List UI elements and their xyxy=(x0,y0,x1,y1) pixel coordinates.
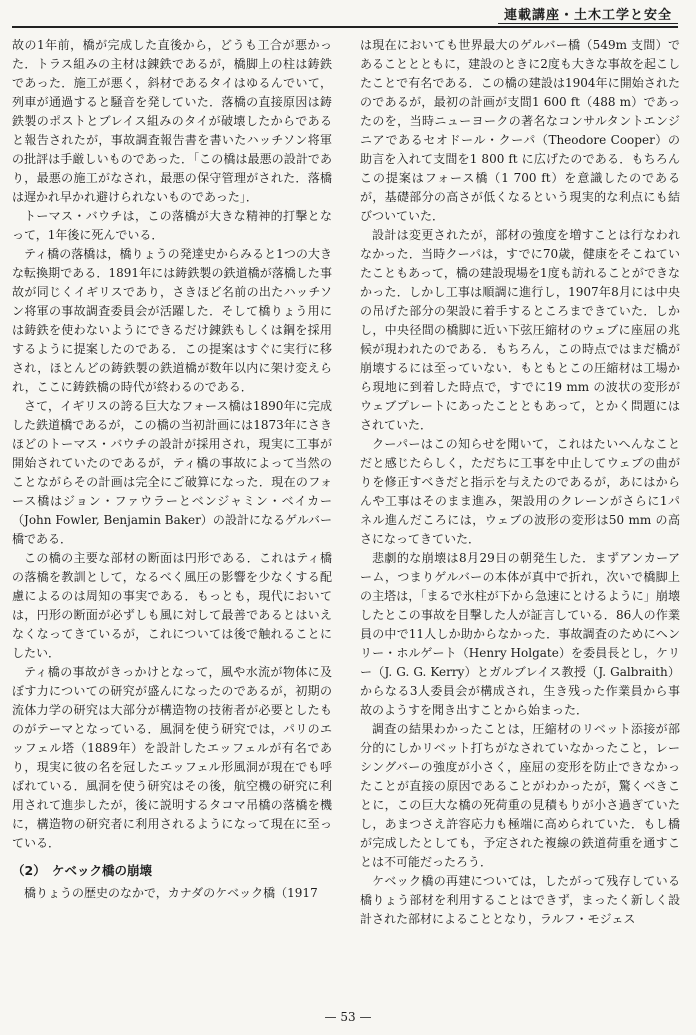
section-heading: （2） ケベック橋の崩壊 xyxy=(12,863,152,878)
paragraph: ティ橋の事故がきっかけとなって，風や水流が物体に及ぼす力についての研究が盛んになったのであるが，初期の流体力学の研究は大部分が構造物の技術者が必要としたものがテーマとなっている．風洞を使う研究では，パリのエッフェル塔（1889年）を設計したエッフェルが有名であり，現実に彼の名を冠したエッフェル形風洞が現在でも呼ばれている．風洞を使う研究はその後，航空機の研究に利用されて進歩したが，後に説明するタコマ吊橋の落橋を機に，構造物の研究者に利用されるようになって現在に至っている． xyxy=(12,665,332,850)
header-rule xyxy=(12,26,678,28)
paragraph: 悲劇的な崩壊は8月29日の朝発生した．まずアンカーアーム，つまりゲルバーの本体が真中で折れ，次いで橋脚上の主塔は，「まるで氷柱が下から急速にとけるように」崩壊したとこの事故を目撃した人が証言している．86人の作業員の中で11人しか助からなかった．事故調査のためにヘンリー・ホルゲート（Henry Holgate）を委員長とし，ケリー（J. G. G. Kerry）とガルブレイス教授（J. Galbraith）からなる3人委員会が構成され，生き残った作業員から事故のようすを聞き出すことから始まった． xyxy=(360,551,680,717)
right-column xyxy=(360,36,680,991)
series-title: 連載講座・土木工学と安全 xyxy=(498,4,678,24)
paragraph: さて，イギリスの誇る巨大なフォース橋は1890年に完成した鉄道橋であるが，この橋の当初計画には1873年にさきほどのトーマス・バウチの設計が採用され，現実に工事が開始されていたのであるが，ティ橋の事故によって当然のことながらその計画は完全にご破算になった．現在のフォース橋はジョン・ファウラーとベンジャミン・ベイカー（John Fowler, Benjamin Baker）の設計になるゲルバー橋である． xyxy=(12,399,332,546)
page-number: — 53 — xyxy=(324,1010,372,1024)
running-header xyxy=(0,4,690,28)
paragraph: ケベック橋の再建については，したがって残存している橋りょう部材を利用することはできず，まったく新しく設計された部材によることとなり，ラルフ・モジェス xyxy=(360,874,680,926)
paragraph: 設計は変更されたが，部材の強度を増すことは行なわれなかった．当時クーパは，すでに70歳，健康をそこねていたこともあって，橋の建設現場を1度も訪れることができなかった．しかし工事は順調に進行し，1907年8月には中央の吊げた部分の架設に着手するところまできていた．しかし，中央径間の橋脚に近い下弦圧縮材のウェブに座屈の兆候が現われたのである．もちろん，この時点ではまだ橋が崩壊するには至っていない．もともとこの圧縮材は工場から現地に到着した時点で，すでに19 mm の波状の変形がウェブプレートにあったことともあって，とかく問題にはされていた． xyxy=(360,228,680,432)
paragraph: 故の1年前，橋が完成した直後から，どうも工合が悪かった．トラス組みの主材は錬鉄であるが，橋脚上の柱は鋳鉄であった．施工が悪く，斜材であるタイはゆるんでいて，列車が通過すると騒音を発していた．落橋の直接原因は鋳鉄製のポストとブレイス組みのタイが破壊したからであると報告されたが，事故調査報告書を書いたハッチソン将軍の批評は手厳しいものであった．「この橋は最悪の設計であり，最悪の施工がなされ，最悪の保守管理がされた．落橋は遅かれ早かれ避けられないものであった」． xyxy=(12,38,332,204)
paragraph: トーマス・バウチは，この落橋が大きな精神的打撃となって，1年後に死んでいる． xyxy=(12,209,332,242)
paragraph: この橋の主要な部材の断面は円形である．これはティ橋の落橋を教訓として，なるべく風圧の影響を少なくする配慮によるのは周知の事実である．もっとも，現代においては，円形の断面が必ずしも風に対して最善であるとはいえなくなってきているが，これについては後で触れることにしたい． xyxy=(12,551,332,660)
left-column xyxy=(12,36,332,991)
paragraph: は現在においても世界最大のゲルバー橋（549m 支間）であることとともに，建設のときに2度も大きな事故を起こしたことで有名である．この橋の建設は1904年に開始されたのであるが，最初の計画が支間1 600 ft（488 m）であったのを，当時ニューヨークの著名なコンサルタントエンジニアであるセオドール・クーパ（Theodore Cooper）の助言を入れて支間を1 800 ft に広げたのである．もちろんこの提案はフォース橋（1 700 ft）を意識したのであるが，基礎部分の高さが低くなるという現実的な利点にも結びついていた． xyxy=(360,38,680,223)
paragraph: 橋りょうの歴史のなかで，カナダのケベック橋（1917 xyxy=(24,886,318,900)
paragraph: 調査の結果わかったことは，圧縮材のリベット添接が部分的にしかリベット打ちがなされていなかったこと，レーシングバーの強度が小さく，座屈の変形を防止できなかったことが直接の原因であることがわかったが，驚くべきことに，この巨大な橋の死荷重の見積もりが小さ過ぎていたし，あまつさえ許容応力も極端に高められていた．もし橋が完成したとしても，予定された複線の鉄道荷重を通すことは不可能だったろう． xyxy=(360,722,680,869)
paragraph: クーパーはこの知らせを聞いて，これはたいへんなことだと感じたらしく，ただちに工事を中止してウェブの曲がりを修正すべきだと指示を与えたのであるが，あにはからんや工事はそのまま進み，架設用のクレーンがさらに1パネル進んだころには，ウェブの波形の変形は50 mm の高さになってきていた． xyxy=(360,437,680,546)
paragraph: ティ橋の落橋は，橋りょうの発達史からみると1つの大きな転換期である．1891年には鋳鉄製の鉄道橋が落橋した事故が同じくイギリスであり，さきほど名前の出たハッチソン将軍の事故調査委員会が活躍した．そして橋りょう用には鋳鉄を使わないようにできるだけ錬鉄もしくは鋼を採用するように提案したのである．この提案はすぐに実行に移され，ほとんどの鋳鉄製の鉄道橋が数年以内に架け変えられ，ここに鋳鉄橋の時代が終わるのである． xyxy=(12,247,332,394)
